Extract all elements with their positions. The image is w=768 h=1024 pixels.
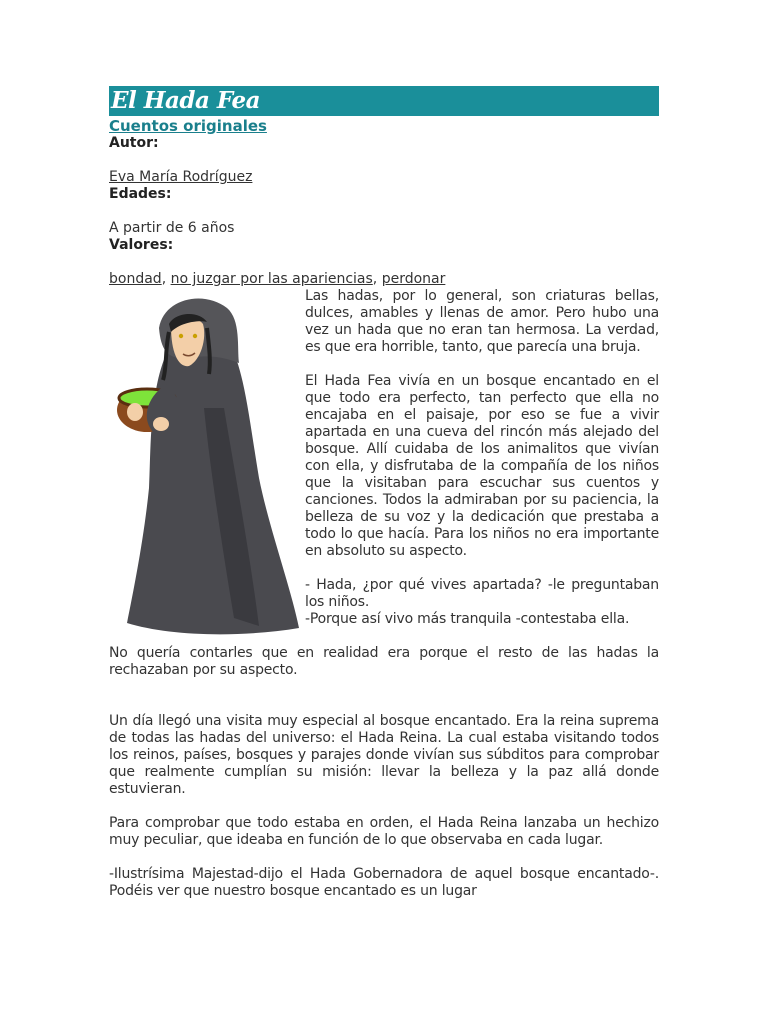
values-list: bondad, no juzgar por las apariencias, perdonar [109, 271, 446, 287]
witch-with-cauldron-illustration [109, 288, 299, 640]
value-link-perdonar[interactable]: perdonar [381, 271, 446, 287]
story-paragraph: Un día llegó una visita muy especial al bosque encantado. Era la reina suprema de todas las hadas del universo: el Hada Reina. La cual estaba visitando todos los reinos, países, bosques y parajes donde vivían sus súbditos para comprobar que realmente cumplían su misión: llevar la belleza y la paz allá donde estuvieran. [109, 713, 659, 797]
story-paragraph: Para comprobar que todo estaba en orden, el Hada Reina lanzaba un hechizo muy peculiar, que ideaba en función de lo que observaba en cada lugar. [109, 815, 659, 848]
dialogue-line: - Hada, ¿por qué vives apartada? -le preguntaban los niños. [305, 577, 659, 610]
story-body [109, 288, 659, 900]
value-link-apariencias[interactable]: no juzgar por las apariencias [170, 271, 373, 287]
story-paragraph: -Ilustrísima Majestad-dijo el Hada Gobernadora de aquel bosque encantado-. Podéis ver que nuestro bosque encantado es un lugar [109, 866, 659, 899]
ages-label: Edades: [109, 186, 172, 202]
story-paragraph: El Hada Fea vivía en un bosque encantado en el que todo era perfecto, tan perfecto que ella no encajaba en el paisaje, por eso se fue a vivir apartada en una cueva del rincón más alejado del bosque. Allí cuidaba de los animalitos que vivían con ella, y disfrutaba de la compañía de los niños que la visitaban para escuchar sus cuentos y canciones. Todos la admiraban por su paciencia, la belleza de su voz y la dedicación que prestaba a todo lo que hacía. Para los niños no era importante en absoluto su aspecto. [305, 373, 659, 559]
page-title: El Hada Fea [109, 86, 659, 116]
ages-value: A partir de 6 años [109, 220, 235, 236]
author-label: Autor: [109, 135, 159, 151]
values-label: Valores: [109, 237, 174, 253]
story-meta [109, 135, 659, 288]
story-paragraph: Las hadas, por lo general, son criaturas bellas, dulces, amables y llenas de amor. Pero hubo una vez un hada que no eran tan hermosa. La verdad, es que era horrible, tanto, que parecía una bruja. [305, 288, 659, 355]
value-link-bondad[interactable]: bondad [109, 271, 162, 287]
witch-illustration [109, 288, 299, 640]
dialogue-line: -Porque así vivo más tranquila -contestaba ella. [305, 611, 630, 627]
story-paragraph: No quería contarles que en realidad era porque el resto de las hadas la rechazaban por su aspecto. [109, 645, 659, 678]
article [109, 86, 659, 917]
author-link[interactable]: Eva María Rodríguez [109, 169, 253, 185]
category-link[interactable]: Cuentos originales [109, 117, 267, 135]
